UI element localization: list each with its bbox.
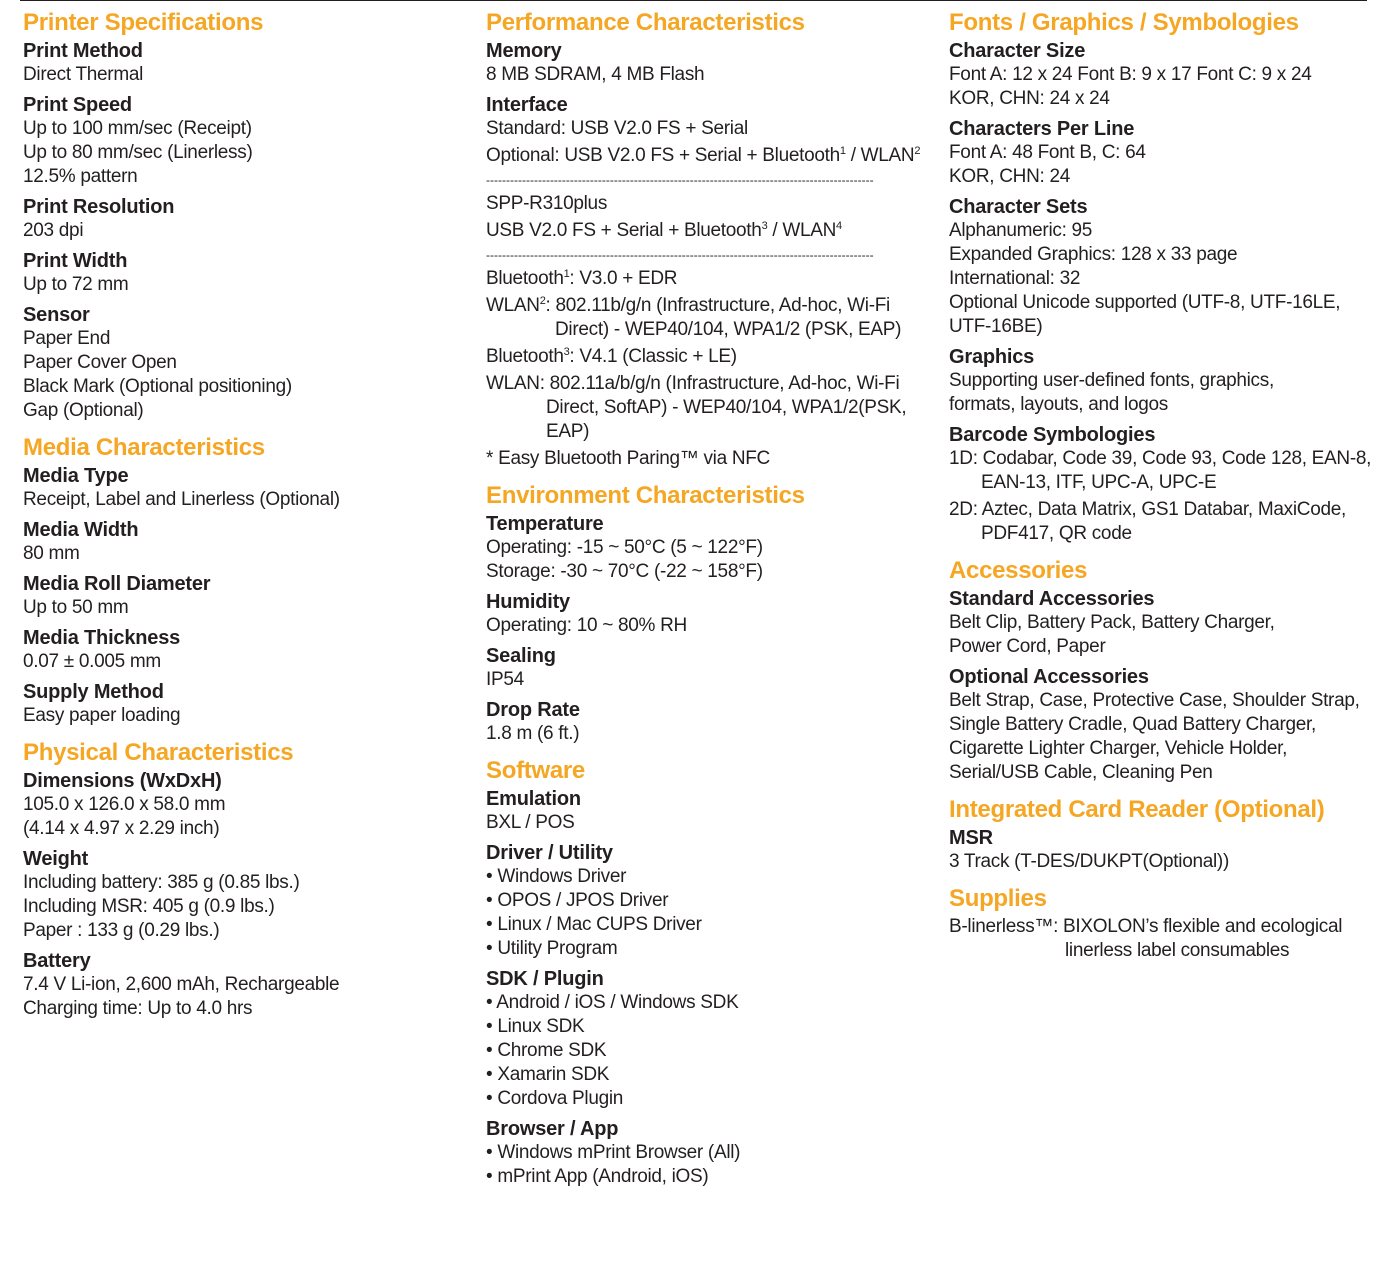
item-line: Charging time: Up to 4.0 hrs xyxy=(23,998,253,1019)
item-title: MSR xyxy=(949,827,993,849)
model-name: SPP-R310plus xyxy=(486,193,608,214)
item-line: 3 Track (T-DES/DUKPT(Optional)) xyxy=(949,851,1229,872)
item-line: Gap (Optional) xyxy=(23,400,144,421)
item-line: Font A: 48 Font B, C: 64 xyxy=(949,142,1146,163)
item-line: Receipt, Label and Linerless (Optional) xyxy=(23,489,340,510)
item-title: Sealing xyxy=(486,645,556,667)
list-item: • Linux SDK xyxy=(486,1015,926,1039)
section-supplies xyxy=(949,884,1379,963)
section-title: Software xyxy=(486,757,585,784)
item-title: Driver / Utility xyxy=(486,842,613,864)
item-title: Memory xyxy=(486,40,562,62)
item-title: Media Type xyxy=(23,465,129,487)
item-line: UTF-16BE) xyxy=(949,316,1043,337)
item-line: 8 MB SDRAM, 4 MB Flash xyxy=(486,64,705,85)
item-title: Print Resolution xyxy=(23,196,175,218)
section-title: Printer Specifications xyxy=(23,9,264,36)
section-title: Media Characteristics xyxy=(23,434,265,461)
item-line: Up to 72 mm xyxy=(23,274,129,295)
item-line: Easy paper loading xyxy=(23,705,181,726)
item-title: Battery xyxy=(23,950,91,972)
item-line-bluetooth3: Bluetooth$^3$: V4.1 (Classic + LE) xyxy=(486,346,737,367)
item-line: Power Cord, Paper xyxy=(949,636,1106,657)
item-line-2d: 2D: Aztec, Data Matrix, GS1 Databar, MaxiCode, PDF417, QR code xyxy=(949,499,1346,544)
section-title: Fonts / Graphics / Symbologies xyxy=(949,9,1299,36)
section-title: Environment Characteristics xyxy=(486,482,805,509)
item-line: 7.4 V Li-ion, 2,600 mAh, Rechargeable xyxy=(23,974,340,995)
item-line: 80 mm xyxy=(23,543,80,564)
item-title: Media Thickness xyxy=(23,627,181,649)
item-title: Print Width xyxy=(23,250,128,272)
top-rule xyxy=(20,0,1367,1)
item-line: IP54 xyxy=(486,669,524,690)
section-title: Supplies xyxy=(949,885,1047,912)
section-title: Integrated Card Reader (Optional) xyxy=(949,796,1325,823)
item-title: Emulation xyxy=(486,788,581,810)
item-title: Media Width xyxy=(23,519,139,541)
item-line: Up to 50 mm xyxy=(23,597,129,618)
item-line-model-interface: USB V2.0 FS + Serial + Bluetooth$^3$ / WLAN$^4$ xyxy=(486,220,842,241)
section-software xyxy=(486,756,926,1189)
dashed-divider: ------------------------------------------------------------------------------------------------- xyxy=(486,249,874,261)
item-line: Paper End xyxy=(23,328,111,349)
item-line: Cigarette Lighter Charger, Vehicle Holder, xyxy=(949,738,1288,759)
item-line: 12.5% pattern xyxy=(23,166,138,187)
list-item: • Android / iOS / Windows SDK xyxy=(486,991,926,1015)
list-item: • Cordova Plugin xyxy=(486,1087,926,1111)
item-line: Belt Clip, Battery Pack, Battery Charger, xyxy=(949,612,1275,633)
item-title: Optional Accessories xyxy=(949,666,1149,688)
section-accessories xyxy=(949,556,1379,785)
item-line: Up to 100 mm/sec (Receipt) xyxy=(23,118,252,139)
item-line: Paper Cover Open xyxy=(23,352,177,373)
section-performance-characteristics xyxy=(486,8,926,471)
item-line: Single Battery Cradle, Quad Battery Charger, xyxy=(949,714,1316,735)
item-line: International: 32 xyxy=(949,268,1081,289)
item-line: Storage: -30 ~ 70°C (-22 ~ 158°F) xyxy=(486,561,763,582)
section-physical-characteristics xyxy=(23,738,463,1021)
column-middle xyxy=(486,8,926,1199)
item-title: Print Method xyxy=(23,40,143,62)
item-title: Interface xyxy=(486,94,568,116)
item-line-optional-interface: Optional: USB V2.0 FS + Serial + Bluetooth$^1$ / WLAN$^2$ xyxy=(486,145,921,166)
item-title: Dimensions (WxDxH) xyxy=(23,770,222,792)
list-item: • Chrome SDK xyxy=(486,1039,926,1063)
dashed-divider: ------------------------------------------------------------------------------------------------- xyxy=(486,174,874,186)
section-fonts-graphics-symbologies xyxy=(949,8,1379,546)
item-title: Browser / App xyxy=(486,1118,619,1140)
item-title: SDK / Plugin xyxy=(486,968,604,990)
item-title: Barcode Symbologies xyxy=(949,424,1156,446)
item-line: Standard: USB V2.0 FS + Serial xyxy=(486,118,748,139)
list-item: • OPOS / JPOS Driver xyxy=(486,889,926,913)
item-line: KOR, CHN: 24 x 24 xyxy=(949,88,1110,109)
section-title: Physical Characteristics xyxy=(23,739,294,766)
item-line: Alphanumeric: 95 xyxy=(949,220,1093,241)
item-line: Operating: 10 ~ 80% RH xyxy=(486,615,687,636)
item-line: Optional Unicode supported (UTF-8, UTF-16LE, xyxy=(949,292,1341,313)
section-environment-characteristics xyxy=(486,481,926,746)
item-line-wlan2: WLAN$^2$: 802.11b/g/n (Infrastructure, Ad-hoc, Wi-Fi Direct) - WEP40/104, WPA1/2 (PSK, EAP) xyxy=(486,295,902,340)
item-line-bluetooth1: Bluetooth$^1$: V3.0 + EDR xyxy=(486,268,678,289)
item-line-nfc: * Easy Bluetooth Paring™ via NFC xyxy=(486,448,770,469)
item-line: (4.14 x 4.97 x 2.29 inch) xyxy=(23,818,220,839)
item-line: Belt Strap, Case, Protective Case, Shoulder Strap, xyxy=(949,690,1360,711)
item-line: Direct Thermal xyxy=(23,64,144,85)
list-item: • mPrint App (Android, iOS) xyxy=(486,1165,926,1189)
column-left xyxy=(23,8,463,1031)
item-line: 0.07 ± 0.005 mm xyxy=(23,651,161,672)
item-title: Humidity xyxy=(486,591,570,613)
item-line: 1.8 m (6 ft.) xyxy=(486,723,580,744)
list-item: • Xamarin SDK xyxy=(486,1063,926,1087)
item-title: Graphics xyxy=(949,346,1035,368)
item-line: formats, layouts, and logos xyxy=(949,394,1168,415)
item-title: Characters Per Line xyxy=(949,118,1135,140)
item-title: Character Sets xyxy=(949,196,1088,218)
item-line: Including battery: 385 g (0.85 lbs.) xyxy=(23,872,300,893)
item-line-b-linerless: B-linerless™: BIXOLON’s flexible and ecological linerless label consumables xyxy=(949,916,1343,961)
item-line: Black Mark (Optional positioning) xyxy=(23,376,292,397)
item-line: Serial/USB Cable, Cleaning Pen xyxy=(949,762,1213,783)
item-title: Temperature xyxy=(486,513,604,535)
section-integrated-card-reader xyxy=(949,795,1379,874)
item-line-1d: 1D: Codabar, Code 39, Code 93, Code 128, EAN-8, EAN-13, ITF, UPC-A, UPC-E xyxy=(949,448,1372,493)
item-title: Sensor xyxy=(23,304,90,326)
section-title: Accessories xyxy=(949,557,1088,584)
item-line: Font A: 12 x 24 Font B: 9 x 17 Font C: 9 x 24 xyxy=(949,64,1312,85)
list-item: • Utility Program xyxy=(486,937,926,961)
list-item: • Windows Driver xyxy=(486,865,926,889)
section-printer-specifications xyxy=(23,8,463,423)
item-title: Character Size xyxy=(949,40,1086,62)
item-line: Operating: -15 ~ 50°C (5 ~ 122°F) xyxy=(486,537,763,558)
item-line: Expanded Graphics: 128 x 33 page xyxy=(949,244,1238,265)
section-media-characteristics xyxy=(23,433,463,728)
section-title: Performance Characteristics xyxy=(486,9,805,36)
item-title: Drop Rate xyxy=(486,699,580,721)
column-right xyxy=(949,8,1379,973)
item-title: Print Speed xyxy=(23,94,132,116)
list-item: • Windows mPrint Browser (All) xyxy=(486,1141,926,1165)
item-line: 203 dpi xyxy=(23,220,84,241)
item-line: Supporting user-defined fonts, graphics, xyxy=(949,370,1274,391)
item-line-wlan: WLAN: 802.11a/b/g/n (Infrastructure, Ad-hoc, Wi-Fi Direct, SoftAP) - WEP40/104, WPA1/2(PSK, EAP) xyxy=(486,373,907,442)
item-line: KOR, CHN: 24 xyxy=(949,166,1070,187)
item-line: Up to 80 mm/sec (Linerless) xyxy=(23,142,253,163)
item-title: Weight xyxy=(23,848,89,870)
item-line: Paper : 133 g (0.29 lbs.) xyxy=(23,920,220,941)
item-line: 105.0 x 126.0 x 58.0 mm xyxy=(23,794,226,815)
item-title: Supply Method xyxy=(23,681,164,703)
item-line: Including MSR: 405 g (0.9 lbs.) xyxy=(23,896,275,917)
list-item: • Linux / Mac CUPS Driver xyxy=(486,913,926,937)
item-title: Standard Accessories xyxy=(949,588,1155,610)
item-line: BXL / POS xyxy=(486,812,575,833)
item-title: Media Roll Diameter xyxy=(23,573,211,595)
